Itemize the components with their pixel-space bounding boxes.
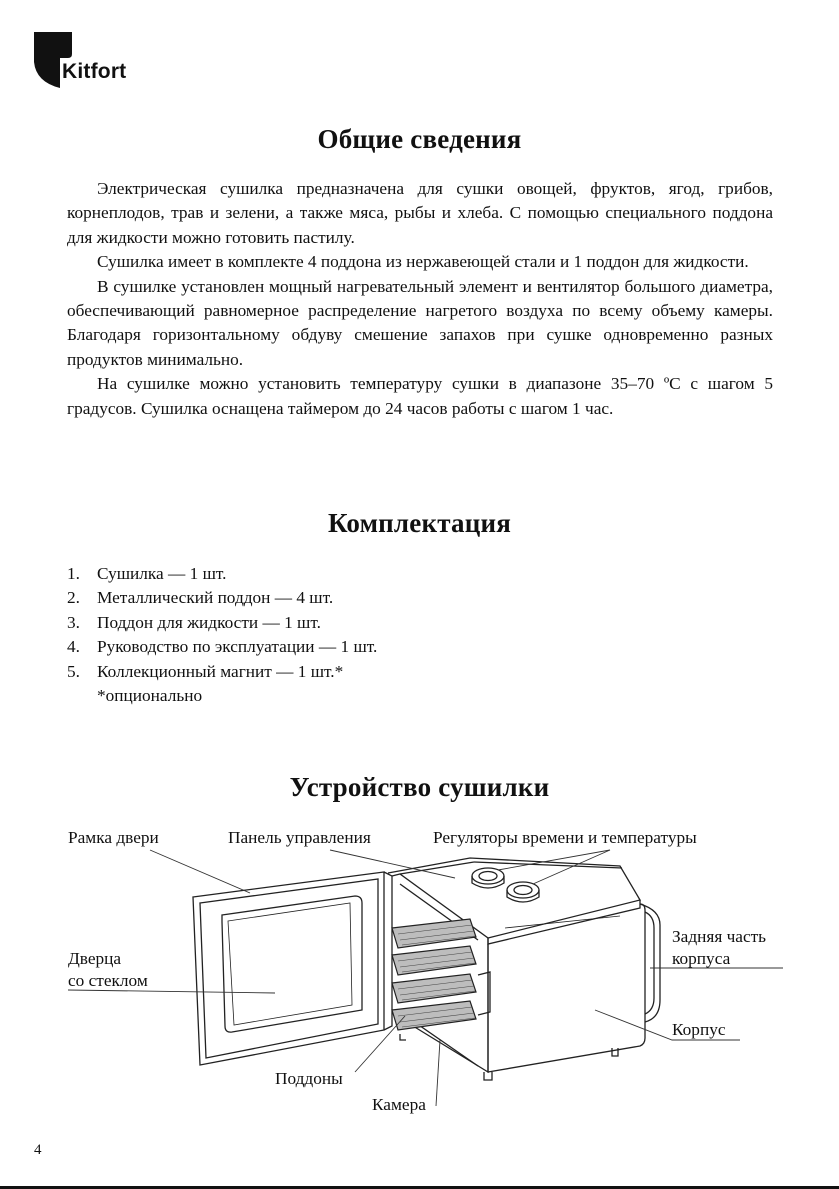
- list-item: 4. Руководство по эксплуатации — 1 шт.: [67, 637, 378, 657]
- optional-note: *опционально: [97, 686, 203, 705]
- label-control-panel: Панель управления: [228, 828, 371, 847]
- label-chamber: Камера: [372, 1095, 426, 1114]
- list-item: 2. Металлический поддон — 4 шт.: [67, 588, 334, 608]
- paragraph: Сушилка имеет в комплекте 4 поддона из нержавеющей стали и 1 поддон для жидкости.: [97, 252, 749, 272]
- list-item: 3. Поддон для жидкости — 1 шт.: [67, 612, 321, 632]
- label-back-part: Задняя часть: [672, 927, 767, 946]
- list-item: 5. Коллекционный магнит — 1 шт.*: [67, 661, 344, 681]
- section-title-general: Общие сведения: [317, 124, 522, 154]
- paragraph: На сушилке можно установить температуру сушки в диапазоне 35–70 ºС с шагом 5 градусов. Сушилка оснащена таймером до 24 часов работы с шагом 1 час.: [67, 374, 773, 418]
- label-trays: Поддоны: [275, 1069, 343, 1088]
- label-door-glass: Дверца: [68, 949, 122, 968]
- brand-logo-text: Kitfort: [62, 60, 127, 83]
- paragraph: В сушилке установлен мощный нагревательный элемент и вентилятор большого диаметра, обеспечивающий равномерное распределение нагретого воздуха по всему объему камеры. Благодаря горизонтальному обдуву смешение запахов при сушке одновременно разных продуктов минимально.: [67, 276, 773, 369]
- label-back-part-2: корпуса: [672, 949, 731, 968]
- label-door-frame: Рамка двери: [68, 828, 159, 847]
- list-item: 1. Сушилка — 1 шт.: [67, 564, 227, 583]
- label-body: Корпус: [672, 1020, 726, 1039]
- label-door-glass-2: со стеклом: [68, 971, 148, 990]
- label-knobs: Регуляторы времени и температуры: [433, 828, 697, 847]
- section-title-contents: Комплектация: [327, 508, 512, 538]
- page-number: 4: [34, 1142, 42, 1158]
- paragraph: Электрическая сушилка предназначена для сушки овощей, фруктов, ягод, грибов, корнеплодов, трав и зелени, а также мяса, рыбы и хлеба. С помощью специального поддона для жидкости можно готовить пастилу.: [67, 179, 773, 247]
- section-title-device: Устройство сушилки: [289, 772, 550, 802]
